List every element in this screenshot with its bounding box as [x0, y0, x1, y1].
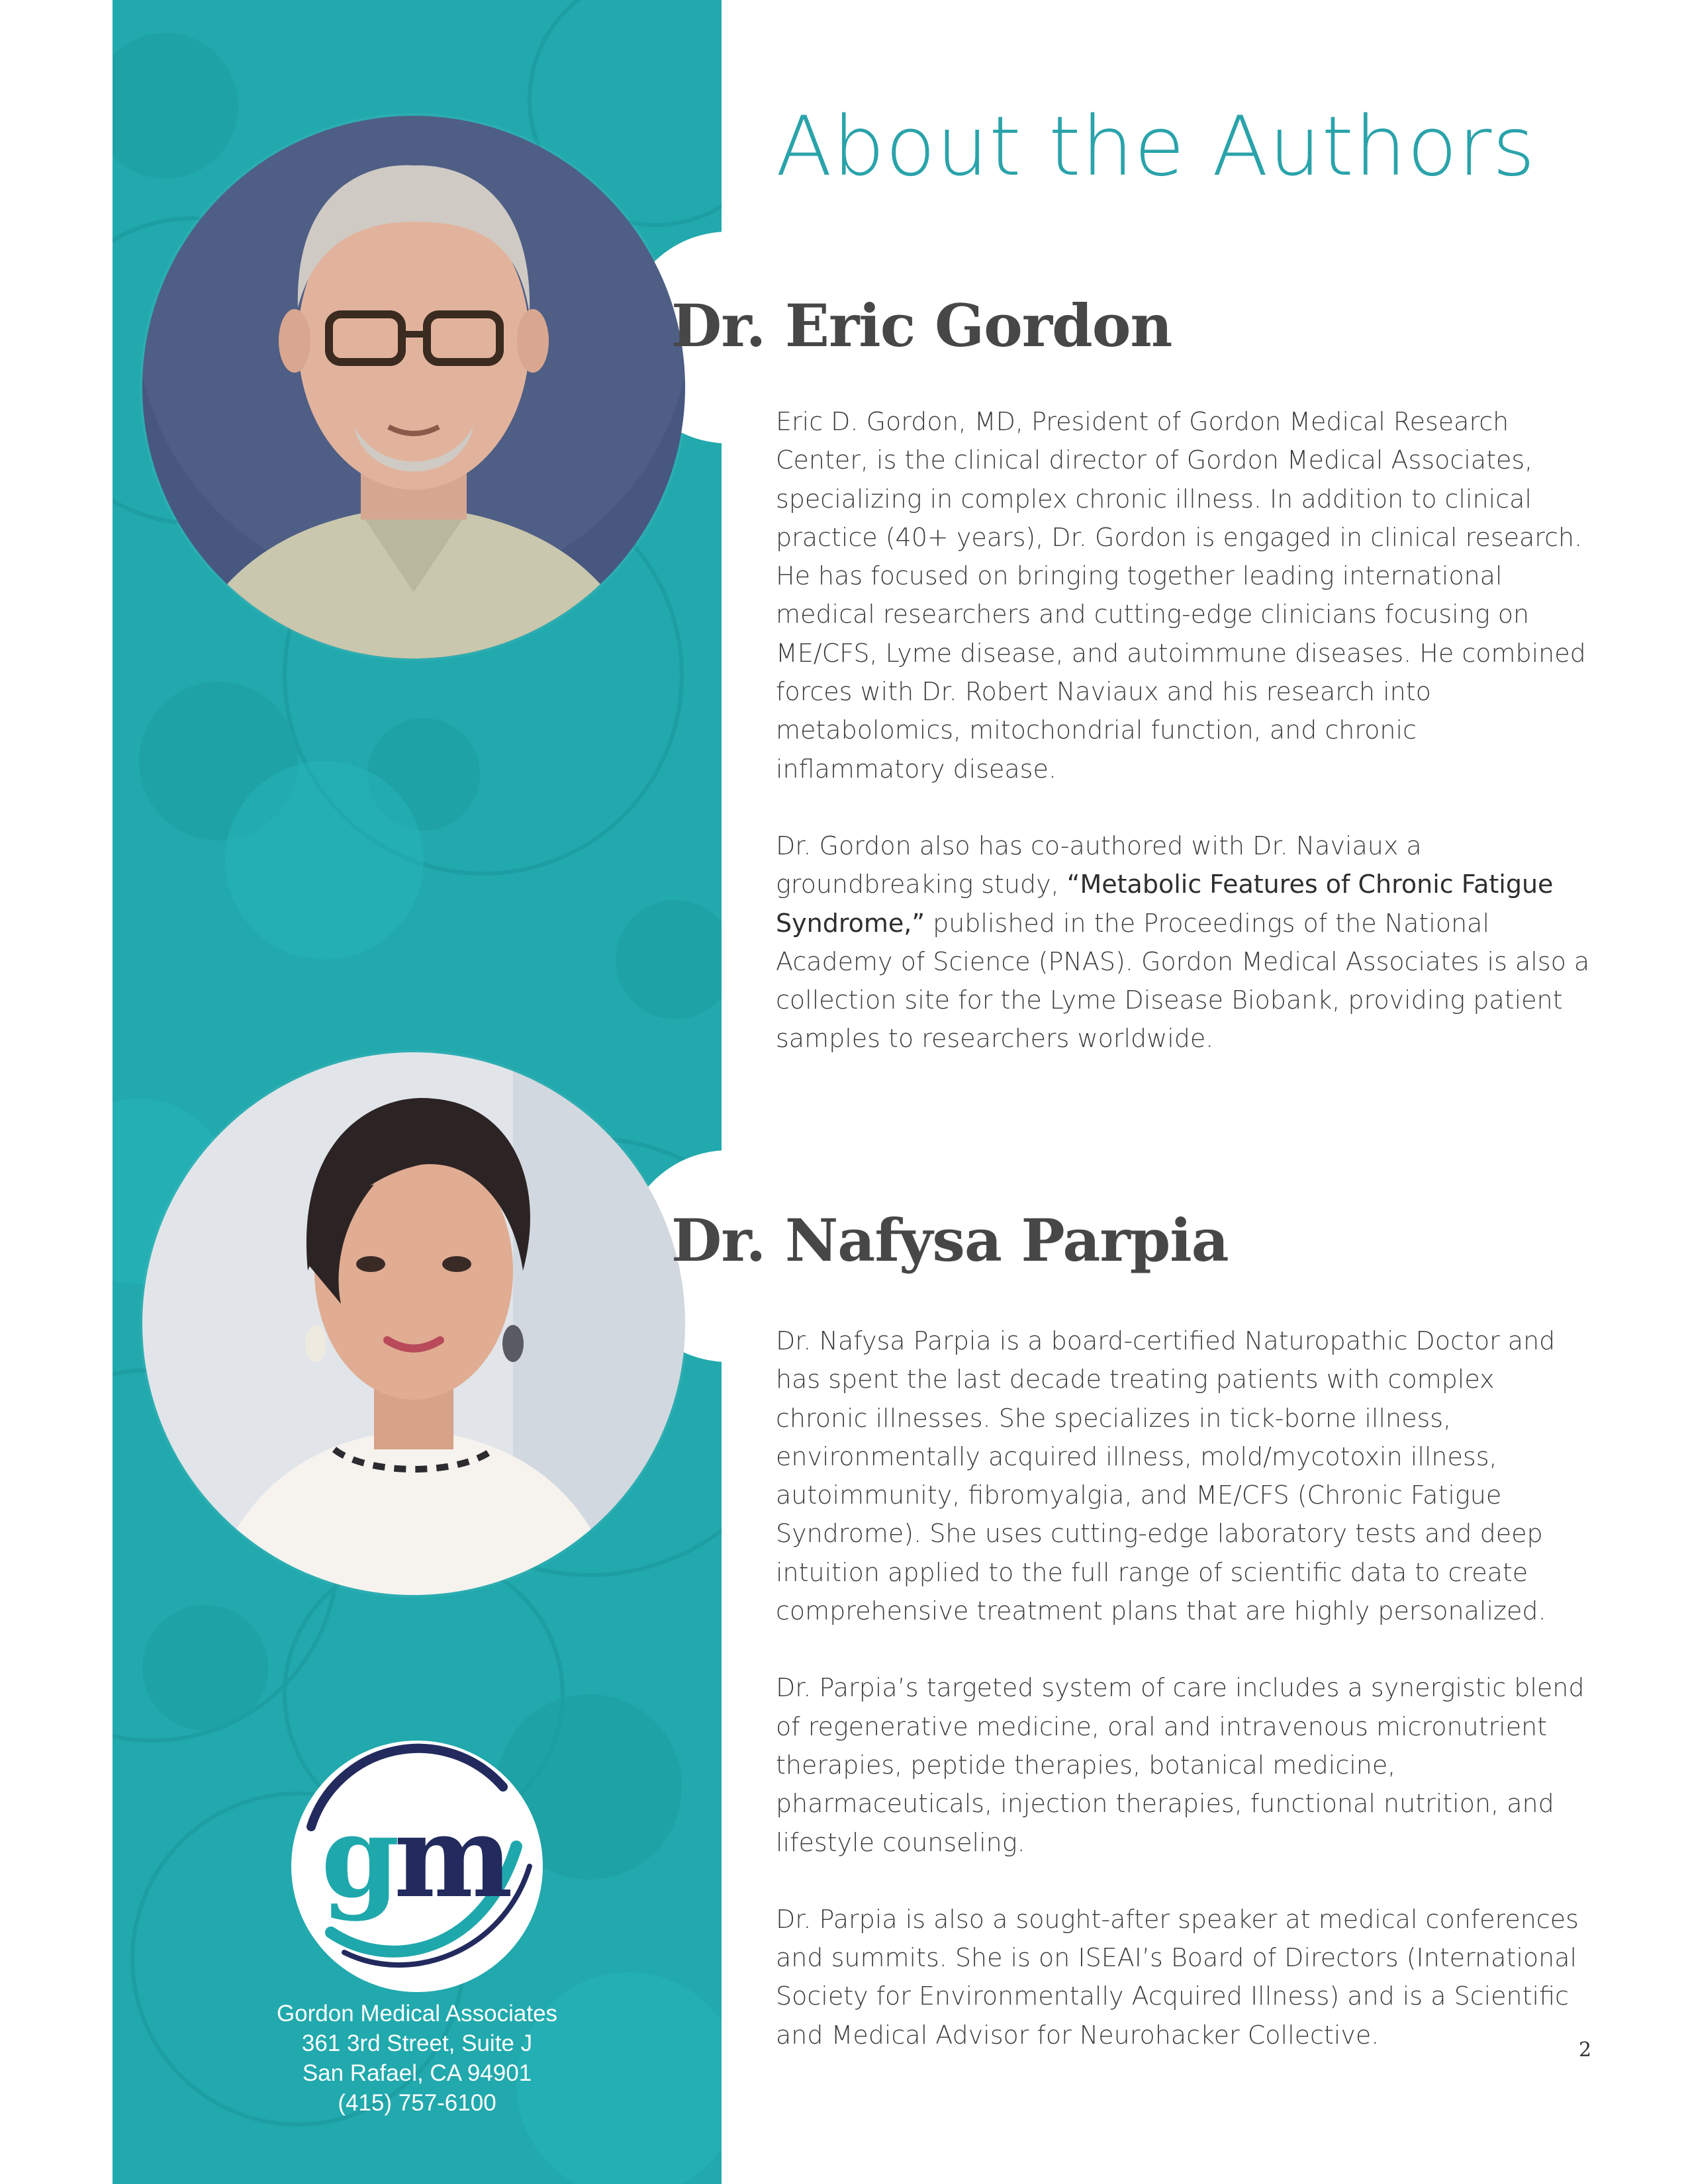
- logo-letter-g: g: [321, 1791, 400, 1923]
- bio-paragraph: Dr. Nafysa Parpia is a board-certified Naturopathic Doctor and has spent the last decade treating patients with complex chronic illnesses. She specializes in tick-borne illness, environmentally acquired illness, mold/mycotoxin illness, autoimmunity, fibromyalgia, and ME/CFS (Chronic Fatigue Syndrome). She uses cutting-edge laboratory tests and deep intuition applied to the full range of scientific data to create comprehensive treatment plans that are highly personalized.: [776, 1326, 1556, 1626]
- clinic-phone: (415) 757-6100: [338, 2090, 496, 2116]
- bio-text: published in the Proceedings of the National Academy of Science (PNAS). Gordon Medical Associates is also a collection site for the Lyme Disease Biobank, providing patient samples to researchers worldwide.: [776, 908, 1590, 1054]
- nafysa-parpia-photo: [142, 1052, 685, 1595]
- study-title: “Metabolic Features of Chronic Fatigue Syndrome,”: [776, 870, 1554, 938]
- page-number: 2: [1579, 2038, 1592, 2062]
- bio-text: Dr. Gordon also has co-authored with Dr. Naviaux a groundbreaking study,: [776, 831, 1422, 899]
- clinic-name: Gordon Medical Associates: [276, 2001, 558, 2026]
- bio-paragraph: [776, 827, 1590, 1058]
- author-name-nafysa-parpia: Dr. Nafysa Parpia: [671, 1206, 1229, 1275]
- author-name-eric-gordon: Dr. Eric Gordon: [671, 291, 1172, 360]
- page-title: About the Authors: [776, 99, 1536, 195]
- clinic-address: [113, 1999, 722, 2118]
- address-street: 361 3rd Street, Suite J: [301, 2030, 533, 2056]
- eric-gordon-photo: [142, 116, 685, 659]
- eric-gordon-bio: [776, 402, 1590, 1097]
- address-city: San Rafael, CA 94901: [302, 2060, 532, 2086]
- logo-letter-m: m: [394, 1791, 513, 1923]
- bio-paragraph: Dr. Parpia’s targeted system of care includes a synergistic blend of regenerative medicine, oral and intravenous micronutrient therapies, peptide therapies, botanical medicine, pharmaceuticals, injection therapies, functional nutrition, and lifestyle counseling.: [776, 1673, 1585, 1857]
- bio-paragraph: Eric D. Gordon, MD, President of Gordon Medical Research Center, is the clinical director of Gordon Medical Associates, specializing in complex chronic illness. In addition to clinical practice (40+ years), Dr. Gordon is engaged in clinical research. He has focused on bringing together leading international medical researchers and cutting-edge clinicians focusing on ME/CFS, Lyme disease, and autoimmune diseases. He combined forces with Dr. Robert Naviaux and his research into metabolomics, mitochondrial function, and chronic inflammatory disease.: [776, 407, 1586, 784]
- nafysa-parpia-bio: [776, 1322, 1590, 2093]
- gordon-medical-logo: [285, 1734, 549, 1999]
- bio-paragraph: Dr. Parpia is also a sought-after speaker at medical conferences and summits. She is on ISEAI’s Board of Directors (International Society for Environmentally Acquired Illness) and is a Scientific and Medical Advisor for Neurohacker Collective.: [776, 1904, 1579, 2050]
